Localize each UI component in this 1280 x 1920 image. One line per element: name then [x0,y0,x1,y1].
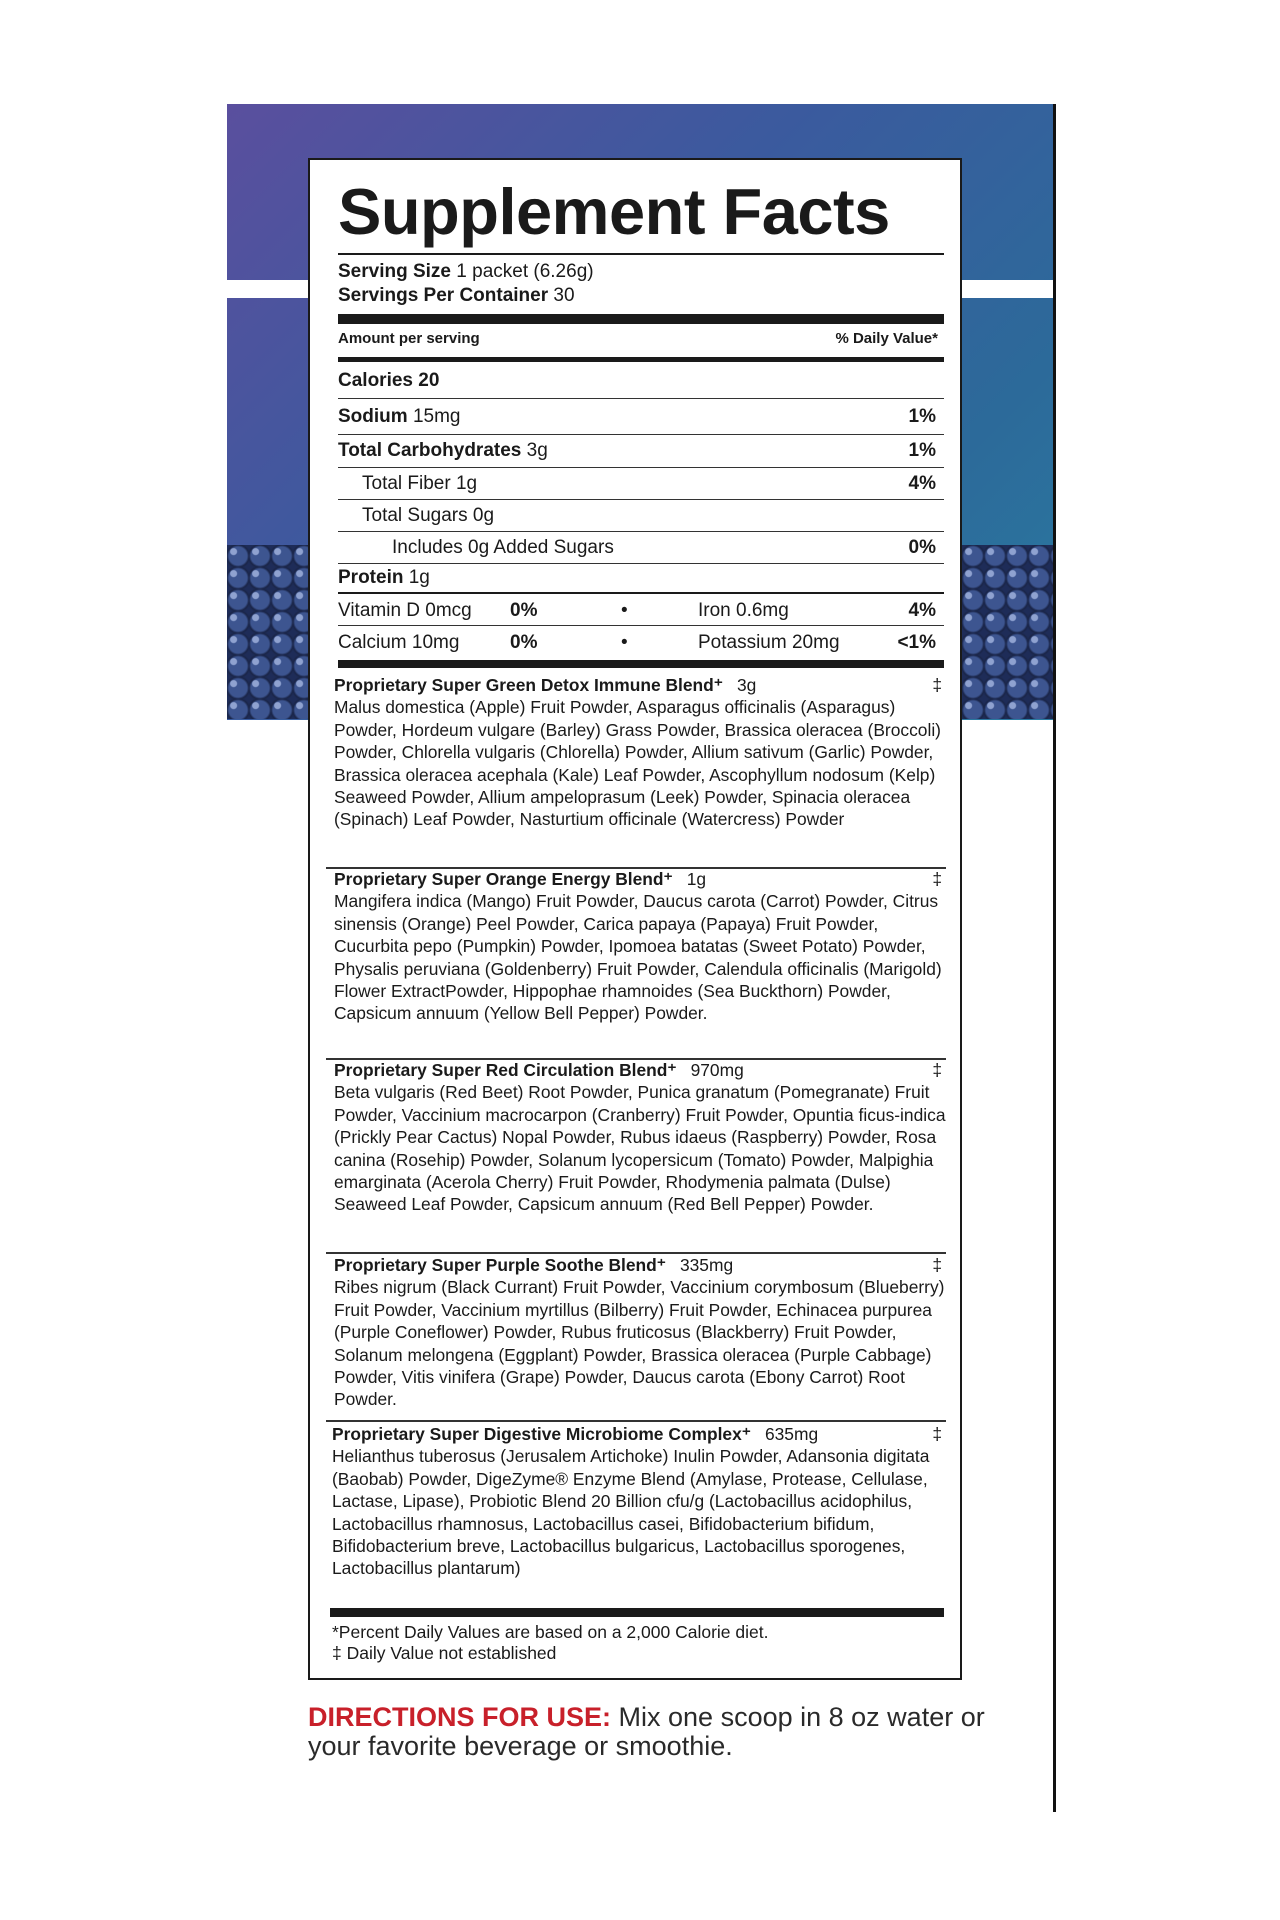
blend-red-circulation [334,1059,946,1216]
blend-name: Proprietary Super Digestive Microbiome Complex⁺ [332,1424,751,1444]
mineral-name: Potassium 20mg [698,632,840,653]
directions-label: DIRECTIONS FOR USE: [308,1702,612,1732]
servings-label: Servings Per Container [338,285,549,306]
footnote-daily-values: *Percent Daily Values are based on a 2,000 Calorie diet. [332,1622,769,1642]
blend-dv: ‡ [932,1255,942,1275]
vitamin-dv: 0% [510,600,538,621]
right-edge-rule [1053,104,1056,1812]
white-stripe-right [962,280,1053,298]
nutrient-row-carbs [338,435,944,468]
nutrient-name: Total Fiber 1g [362,472,478,494]
amount-per-serving: Amount per serving [338,330,480,347]
blend-dv: ‡ [932,1060,942,1080]
thick-divider-bottom [330,1608,944,1617]
thick-divider-blends [338,660,944,668]
thick-divider-top [338,314,944,324]
serving-info [338,260,944,308]
medium-divider [338,357,944,362]
blend-orange-energy [334,868,946,1025]
blend-dv: ‡ [932,869,942,889]
nutrient-name: Total Carbohydrates [338,440,522,461]
directions-for-use [308,1703,988,1761]
nutrient-row-fiber [338,468,944,500]
blend-ingredients: Mangifera indica (Mango) Fruit Powder, Daucus carota (Carrot) Powder, Citrus sinensis (Orange) Peel Powder, Carica papaya (Papaya) Fruit Powder, Cucurbita pepo (Pumpkin) Powder, Ipomoea batatas (Sweet Potato) Powder, Physalis peruviana (Goldenberry) Fruit Powder, Calendula officinalis (Marigold) Flower ExtractPowder, Hippophae rhamnoides (Sea Buckthorn) Powder, Capsicum annuum (Yellow Bell Pepper) Powder. [334,891,942,1024]
title-divider [338,253,944,255]
blend-amount: 970mg [690,1060,744,1080]
nutrient-name: Includes 0g Added Sugars [392,536,614,558]
blend-name: Proprietary Super Green Detox Immune Blend⁺ [334,675,723,695]
blend-amount: 635mg [764,1424,819,1444]
daily-value-header: % Daily Value* [835,330,938,347]
vitamin-name: Vitamin D 0mcg [338,600,472,621]
nutrient-name: Calories [338,370,413,391]
serving-size-value: 1 packet (6.26g) [456,261,594,282]
nutrient-dv: 0% [908,536,936,558]
nutrient-name: Total Sugars 0g [362,504,495,526]
blend-name: Proprietary Super Red Circulation Blend⁺ [334,1060,677,1080]
nutrient-dv: 4% [908,472,936,494]
vitamin-row-2 [338,626,944,658]
nutrient-row-calories [338,364,944,399]
mineral-dv: 4% [908,600,936,621]
amount-header [338,330,944,347]
blend-dv: ‡ [932,1424,942,1444]
nutrient-dv: 1% [908,440,936,461]
blend-ingredients: Helianthus tuberosus (Jerusalem Artichoke) Inulin Powder, Adansonia digitata (Baobab) Powder, DigeZyme® Enzyme Blend (Amylase, Protease, Cellulase, Lactase, Lipase), Probiotic Blend 20 Billion cfu/g (Lactobacillus acidophilus, Lactobacillus rhamnosus, Lactobacillus casei, Bifidobacterium bifidum, Bifidobacterium breve, Lactobacillus bulgaricus, Lactobacillus sporogenes, Lactobacillus plantarum) [332,1446,930,1579]
blend-purple-soothe [334,1254,946,1411]
blend-name: Proprietary Super Purple Soothe Blend⁺ [334,1255,666,1275]
blend-name: Proprietary Super Orange Energy Blend⁺ [334,869,673,889]
vitamin-name: Calcium 10mg [338,632,460,653]
blend-amount: 3g [736,675,757,695]
footnotes [332,1622,944,1664]
mineral-name: Iron 0.6mg [698,600,789,621]
mineral-dv: <1% [897,632,936,653]
nutrient-row-sugars [338,500,944,532]
blackberries-image [227,545,309,719]
bullet-separator: • [621,632,628,653]
blend-ingredients: Malus domestica (Apple) Fruit Powder, Asparagus officinalis (Asparagus) Powder, Hordeum vulgare (Barley) Grass Powder, Brassica oleracea (Broccoli) Powder, Chlorella vulgaris (Chlorella) Powder, Allium sativum (Garlic) Powder, Brassica oleracea acephala (Kale) Leaf Powder, Ascophyllum nodosum (Kelp) Seaweed Powder, Allium ampeloprasum (Leek) Powder, Spinacia oleracea (Spinach) Leaf Powder, Nasturtium officinale (Watercress) Powder [334,697,941,830]
blend-dv: ‡ [932,675,942,695]
bullet-separator: • [621,600,628,621]
blend-amount: 335mg [679,1255,734,1275]
directions-text: Mix one scoop in 8 oz water or your favorite beverage or smoothie. [308,1702,985,1761]
nutrient-amount: 3g [526,440,548,461]
nutrient-name: Sodium [338,405,408,427]
white-stripe-left [227,280,309,298]
servings-value: 30 [553,285,575,306]
blend-green-detox [334,674,946,831]
blend-ingredients: Ribes nigrum (Black Currant) Fruit Powder, Vaccinium corymbosum (Blueberry) Fruit Powder, Vaccinium myrtillus (Bilberry) Fruit Powder, Echinacea purpurea (Purple Coneflower) Powder, Rubus fruticosus (Blackberry) Fruit Powder, Solanum melongena (Eggplant) Powder, Brassica oleracea (Purple Cabbage) Powder, Vitis vinifera (Grape) Powder, Daucus carota (Ebony Carrot) Root Powder. [334,1277,945,1410]
nutrient-row-added-sugars [338,532,944,564]
nutrient-amount: 20 [418,370,440,391]
nutrient-row-sodium [338,399,944,435]
supplement-facts-panel [308,158,962,1680]
nutrient-name: Protein [338,567,404,588]
vitamin-row-1 [338,594,944,626]
vitamin-dv: 0% [510,632,538,653]
blend-ingredients: Beta vulgaris (Red Beet) Root Powder, Punica granatum (Pomegranate) Fruit Powder, Vaccinium macrocarpon (Cranberry) Fruit Powder, Opuntia ficus-indica (Prickly Pear Cactus) Nopal Powder, Rubus idaeus (Raspberry) Powder, Rosa canina (Rosehip) Powder, Solanum lycopersicum (Tomato) Powder, Malpighia emarginata (Acerola Cherry) Fruit Powder, Rhodymenia palmata (Dulse) Seaweed Leaf Powder, Capsicum annuum (Red Bell Pepper) Powder. [334,1082,946,1215]
nutrient-amount: 1g [408,567,430,588]
blend-amount: 1g [686,869,707,889]
blend-digestive-microbiome [332,1423,946,1580]
nutrient-dv: 1% [908,405,936,427]
blueberries-image [962,545,1053,719]
serving-size-label: Serving Size [338,261,451,282]
nutrient-row-protein [338,564,944,594]
nutrient-amount: 15mg [412,405,461,427]
blend-divider [326,1420,946,1422]
facts-title: Supplement Facts [338,175,890,248]
footnote-not-established: ‡ Daily Value not established [332,1643,557,1663]
